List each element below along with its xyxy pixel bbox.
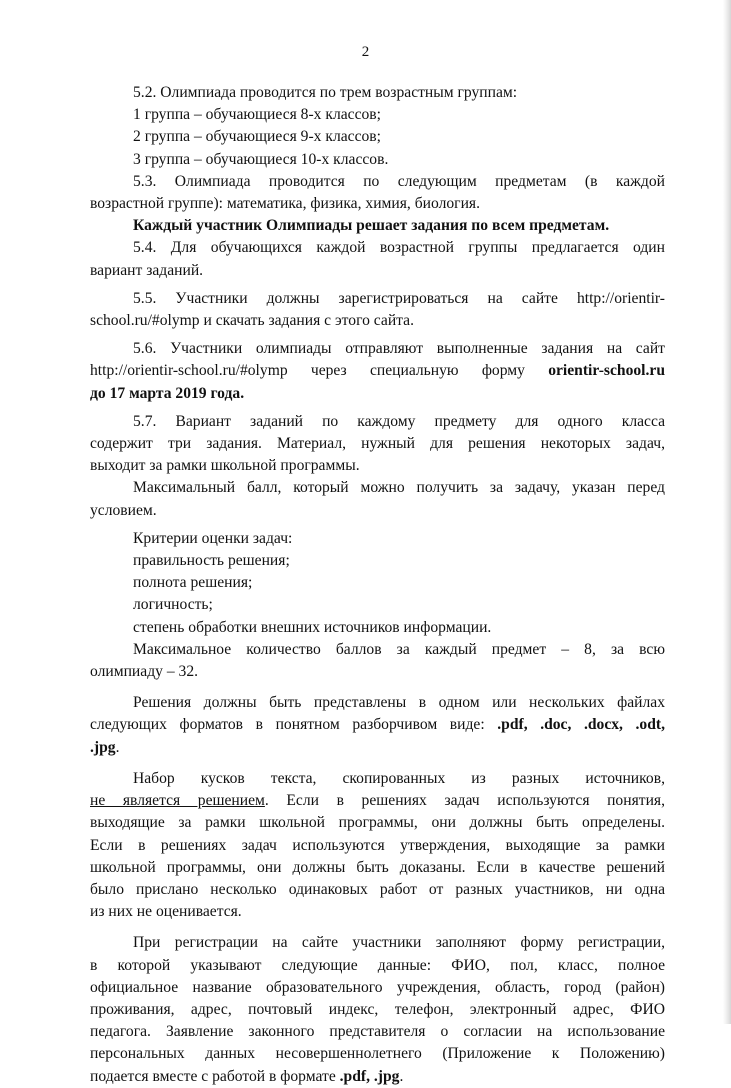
registration-line7-text: подается вместе с работой в формате <box>90 1067 340 1085</box>
max-score-line2: условием. <box>90 501 157 519</box>
s56-line2-text: http://orientir-school.ru/#olymp через специальную форму <box>90 362 549 380</box>
s54-line1: 5.4. Для обучающихся каждой возрастной группы предлагается один <box>133 239 665 257</box>
rules-line7: из них не оценивается. <box>90 903 242 921</box>
rules-line3: выходящие за рамки школьной программы, они должны быть определены. <box>90 814 665 832</box>
s56-line1: 5.6. Участники олимпиады отправляют выполненные задания на сайт <box>133 340 665 358</box>
s57-line3: выходит за рамки школьной программы. <box>90 457 360 475</box>
criteria-item: логичность; <box>133 596 213 614</box>
formats-line2 <box>90 714 665 736</box>
rules-line2 <box>90 790 665 812</box>
s55-line1: 5.5. Участники должны зарегистрироваться на сайте http://orientir- <box>133 289 665 307</box>
registration-line7-end: . <box>399 1067 404 1085</box>
registration-line1: При регистрации на сайте участники заполняют форму регистрации, <box>133 934 665 952</box>
deadline: до 17 марта 2019 года. <box>90 384 245 402</box>
rules-line2-text: . Если в решениях задач используются понятия, <box>264 792 665 810</box>
formats-list-bold: .pdf, .doc, .docx, .odt, <box>497 716 665 734</box>
scan-edge-shadow <box>723 0 731 1024</box>
criteria-title: Критерии оценки задач: <box>133 529 293 547</box>
rules-line6: было прислано несколько одинаковых работ от разных участников, ни одна <box>90 880 665 898</box>
not-a-solution-underlined: не является решением <box>90 792 265 810</box>
registration-formats-bold: .pdf, .jpg <box>339 1067 400 1085</box>
s53-line1: 5.3. Олимпиада проводится по следующим предметам (в каждой <box>133 172 665 190</box>
registration-line4: проживания, адрес, почтовый индекс, телефон, электронный адрес, ФИО <box>90 1000 665 1018</box>
s52-line1: 5.2. Олимпиада проводится по трем возрастным группам: <box>133 84 518 101</box>
max-total-line2: олимпиаду – 32. <box>90 663 199 681</box>
s55-line2: school.ru/#olymp и скачать задания с этого сайта. <box>90 312 414 330</box>
registration-line3: официальное название образовательного учреждения, область, город (район) <box>90 978 665 996</box>
formats-line3 <box>90 737 665 759</box>
registration-line5: педагога. Заявление законного представителя о согласии на использование <box>90 1023 665 1041</box>
rules-line5: школьной программы, они должны быть доказаны. Если в качестве решений <box>90 858 665 876</box>
criteria-item: степень обработки внешних источников информации. <box>133 618 492 636</box>
max-score-line1: Максимальный балл, который можно получить за задачу, указан перед <box>133 479 665 497</box>
rules-line1: Набор кусков текста, скопированных из разных источников, <box>133 769 665 787</box>
max-total-line1: Максимальное количество баллов за каждый предмет – 8, за всю <box>133 640 665 658</box>
format-jpg-bold: .jpg <box>90 738 116 756</box>
registration-line2: в которой указывают следующие данные: ФИО, пол, класс, полное <box>90 956 665 974</box>
s57-line2: содержит три задания. Материал, нужный для решения некоторых задач, <box>90 435 665 453</box>
site-link-bold: orientir-school.ru <box>548 362 665 380</box>
s54-line2: вариант заданий. <box>90 261 204 279</box>
bold-statement: Каждый участник Олимпиады решает задания по всем предметам. <box>133 217 610 235</box>
s52-line2: 1 группа – обучающиеся 8-х классов; <box>133 106 381 124</box>
registration-line7 <box>90 1066 665 1088</box>
s52-line4: 3 группа – обучающиеся 10-х классов. <box>133 150 389 168</box>
s57-line1: 5.7. Вариант заданий по каждому предмету для одного класса <box>133 412 665 430</box>
document-body <box>90 82 665 1088</box>
registration-line6: персональных данных несовершеннолетнего (Приложение к Положению) <box>90 1045 665 1063</box>
formats-line1: Решения должны быть представлены в одном или нескольких файлах <box>133 694 665 712</box>
formats-line2-text: следующих форматов в понятном разборчивом виде: <box>90 716 498 734</box>
rules-line4: Если в решениях задач используются утверждения, выходящие за рамки <box>90 836 665 854</box>
formats-line3-end: . <box>115 738 120 756</box>
criteria-item: правильность решения; <box>133 552 290 570</box>
s53-line2: возрастной группе): математика, физика, химия, биология. <box>90 195 480 213</box>
s52-line3: 2 группа – обучающиеся 9-х классов; <box>133 128 381 146</box>
criteria-item: полнота решения; <box>133 574 253 592</box>
page-number: 2 <box>361 44 370 60</box>
s56-line2 <box>90 360 665 382</box>
